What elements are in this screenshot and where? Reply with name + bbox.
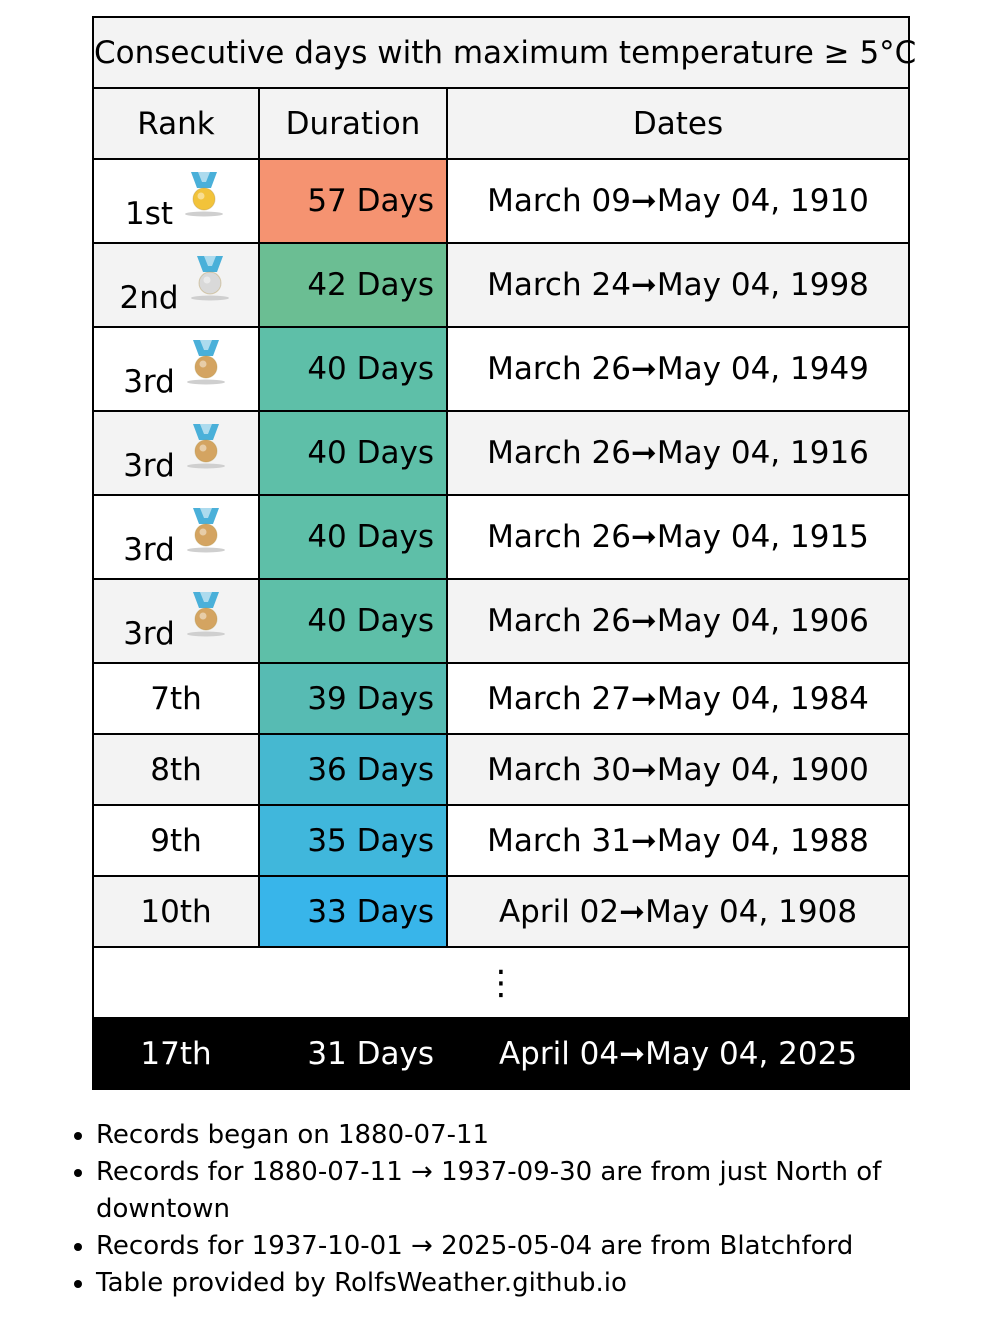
rank-cell — [93, 805, 259, 876]
duration-cell: 36 Days — [259, 734, 447, 805]
dates-cell: March 26➞May 04, 1906 — [447, 579, 909, 663]
column-header-rank: Rank — [93, 88, 259, 159]
rank-label: 7th — [150, 680, 202, 717]
table-row — [93, 579, 909, 663]
duration-cell: 42 Days — [259, 243, 447, 327]
duration-cell: 40 Days — [259, 327, 447, 411]
bronze-medal-icon — [183, 336, 229, 386]
rank-cell — [93, 411, 259, 495]
notes-list — [54, 1117, 976, 1302]
rank-cell — [93, 243, 259, 327]
note-north-downtown: • Records for 1880-07-11 → 1937-09-30 are from just North of downtown — [96, 1154, 976, 1228]
rank-label: 1st — [124, 196, 174, 232]
current-rank-cell: 17th — [93, 1018, 259, 1089]
dates-cell: March 31➞May 04, 1988 — [447, 805, 909, 876]
note-blatchford: • Records for 1937-10-01 → 2025-05-04 are from Blatchford — [96, 1228, 976, 1265]
dates-cell: March 24➞May 04, 1998 — [447, 243, 909, 327]
table-row — [93, 495, 909, 579]
dates-cell: March 26➞May 04, 1916 — [447, 411, 909, 495]
table-body — [93, 159, 909, 1089]
table-row — [93, 805, 909, 876]
bronze-medal-icon — [183, 504, 229, 554]
bronze-medal-icon — [183, 420, 229, 470]
ellipsis-row — [93, 947, 909, 1018]
dates-cell: March 09➞May 04, 1910 — [447, 159, 909, 243]
column-header-duration: Duration — [259, 88, 447, 159]
column-header-dates: Dates — [447, 88, 909, 159]
duration-cell: 57 Days — [259, 159, 447, 243]
duration-cell: 39 Days — [259, 663, 447, 734]
rank-label: 9th — [150, 822, 202, 859]
rank-label: 3rd — [123, 364, 175, 400]
table-row — [93, 243, 909, 327]
rank-label: 3rd — [123, 532, 175, 568]
table-row — [93, 734, 909, 805]
duration-cell: 40 Days — [259, 495, 447, 579]
rank-label: 2nd — [119, 280, 179, 316]
duration-cell: 40 Days — [259, 579, 447, 663]
rank-cell — [93, 579, 259, 663]
rank-cell — [93, 327, 259, 411]
table-row — [93, 876, 909, 947]
gold-medal-icon — [181, 168, 227, 218]
duration-cell: 40 Days — [259, 411, 447, 495]
table-row — [93, 327, 909, 411]
silver-medal-icon — [187, 252, 233, 302]
rank-cell — [93, 159, 259, 243]
dates-cell: April 02➞May 04, 1908 — [447, 876, 909, 947]
note-records-began: • Records began on 1880-07-11 — [96, 1117, 976, 1154]
rank-label: 10th — [140, 893, 212, 930]
bronze-medal-icon — [183, 588, 229, 638]
current-dates-cell: April 04➞May 04, 2025 — [447, 1018, 909, 1089]
rank-cell — [93, 876, 259, 947]
rank-label: 8th — [150, 751, 202, 788]
table-row — [93, 411, 909, 495]
duration-cell: 35 Days — [259, 805, 447, 876]
rank-label: 3rd — [123, 616, 175, 652]
dates-cell: March 26➞May 04, 1915 — [447, 495, 909, 579]
table-title: Consecutive days with maximum temperature ≥ 5°C — [93, 17, 909, 88]
note-provided-by: • Table provided by RolfsWeather.github.io — [96, 1265, 976, 1302]
dates-cell: March 30➞May 04, 1900 — [447, 734, 909, 805]
records-table — [92, 16, 917, 1090]
rank-cell — [93, 495, 259, 579]
duration-cell: 33 Days — [259, 876, 447, 947]
dates-cell: March 27➞May 04, 1984 — [447, 663, 909, 734]
current-duration-cell: 31 Days — [259, 1018, 447, 1089]
rank-cell — [93, 663, 259, 734]
rank-cell — [93, 734, 259, 805]
table-row — [93, 663, 909, 734]
rank-label: 3rd — [123, 448, 175, 484]
ellipsis-cell: ⋮ — [93, 947, 909, 1018]
table-row — [93, 159, 909, 243]
dates-cell: March 26➞May 04, 1949 — [447, 327, 909, 411]
current-season-row — [93, 1018, 909, 1089]
